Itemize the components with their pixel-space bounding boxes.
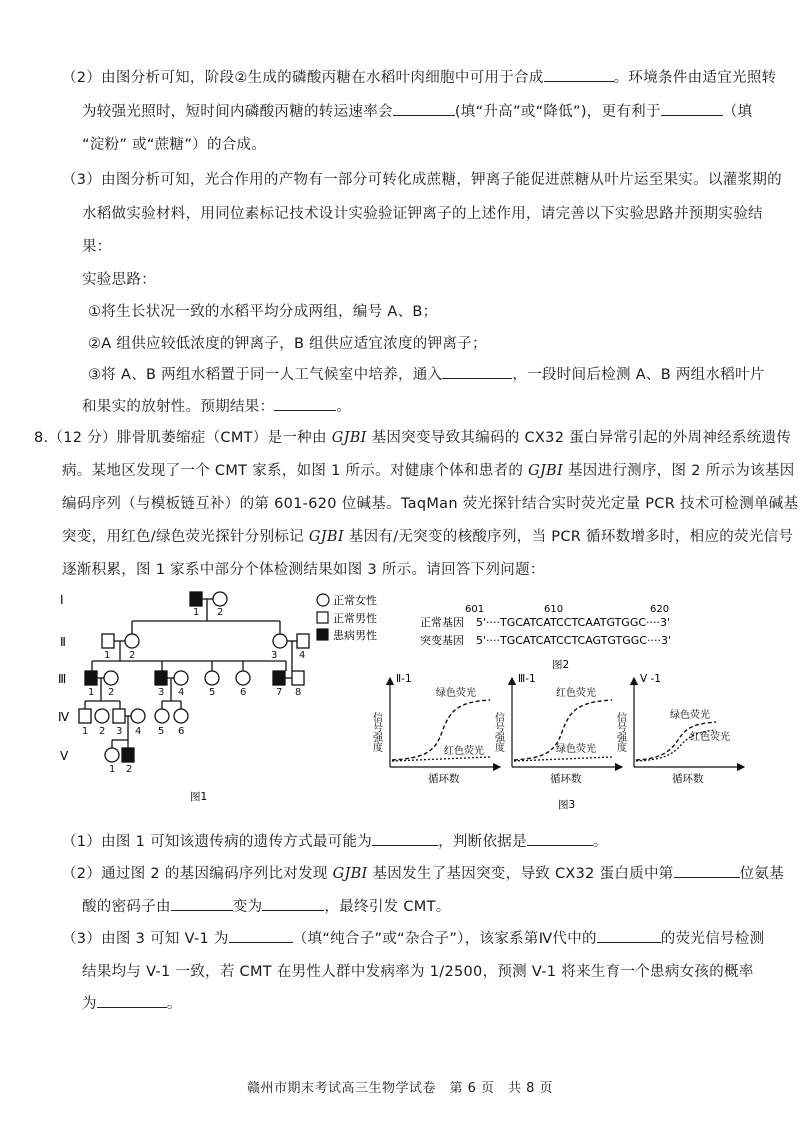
q8-sub1: （1）由图 1 可知该遗传病的遗传方式最可能为 ，判断依据是 。 [62, 830, 608, 851]
q7-part3-line2: 水稻做实验材料，用同位素标记技术设计实验验证钾离子的上述作用，请完善以下实验思路并预期实验结 [82, 206, 763, 222]
svg-text:6: 6 [240, 687, 247, 698]
curve-label: 红色荧光 [444, 746, 484, 757]
q8-sub3-line3: 为 。 [82, 992, 182, 1013]
svg-text:2: 2 [126, 764, 133, 775]
experiment-step-2: ②A 组供应较低浓度的钾离子，B 组供应适宜浓度的钾离子； [88, 336, 487, 352]
svg-text:5: 5 [209, 687, 216, 698]
svg-text:1: 1 [82, 726, 89, 737]
q8-sub3-line2: 结果均与 V-1 一致，若 CMT 在男性人群中发病率为 1/2500，预测 V-1 将来生育一个患病女孩的概率 [82, 964, 754, 980]
svg-text:3: 3 [116, 726, 123, 737]
female-symbol [95, 709, 109, 723]
mutant-gene-label: 突变基因 [420, 634, 464, 647]
svg-text:2: 2 [129, 650, 136, 661]
affected-male-symbol [122, 748, 134, 762]
q8-line3: 编码序列（与模板链互补）的第 601-620 位碱基。TaqMan 荧光探针结合实时荧光定量 PCR 技术可检测单碱基 [62, 496, 799, 512]
x-axis-label: 循环数 [672, 773, 704, 785]
female-symbol [236, 671, 250, 685]
q7-part3-line1: （3）由图分析可知，光合作用的产物有一部分可转化成蔗糖，钾离子能促进蔗糖从叶片运至果实。以灌浆期的 [62, 172, 782, 188]
male-symbol [79, 709, 91, 723]
panel-title: Ⅲ-1 [518, 673, 536, 685]
figure-1-caption: 图1 [190, 791, 208, 803]
svg-text:1: 1 [104, 650, 111, 661]
svg-text:4: 4 [299, 650, 306, 661]
svg-text:1: 1 [109, 764, 116, 775]
answer-blank[interactable] [527, 831, 593, 846]
svg-text:2: 2 [108, 687, 115, 698]
panel-title: V -1 [640, 673, 661, 685]
x-axis-label: 循环数 [550, 773, 582, 785]
base-position-label: 620 [650, 604, 670, 615]
figure-3-caption: 图3 [558, 799, 576, 811]
affected-male-symbol [155, 671, 167, 685]
female-symbol [213, 592, 227, 606]
q8-sub2-line2: 酸的密码子由 变为 ，最终引发 CMT。 [82, 895, 451, 916]
svg-text:5: 5 [158, 726, 165, 737]
female-symbol [104, 671, 118, 685]
answer-blank[interactable] [171, 896, 233, 911]
svg-text:2: 2 [99, 726, 106, 737]
curve-label: 绿色荧光 [556, 744, 596, 755]
q8-line5: 逐渐积累，图 1 家系中部分个体检测结果如图 3 所示。请回答下列问题： [62, 562, 545, 578]
q8-line4: 突变，用红色/绿色荧光探针分别标记 GJBI 基因有/无突变的核酸序列，当 PCR 循环数增多时，相应的荧光信号 [62, 529, 794, 545]
female-symbol [273, 634, 287, 648]
svg-text:3: 3 [271, 650, 278, 661]
fluorescence-figure [370, 672, 760, 812]
answer-blank[interactable] [442, 364, 512, 379]
experiment-step-3: ③将 A、B 两组水稻置于同一人工气候室中培养，通入 ，一段时间后检测 A、B 两组水稻叶片 [88, 363, 765, 384]
curve-label: 红色荧光 [556, 688, 596, 699]
female-symbol [317, 594, 329, 606]
male-symbol [102, 634, 114, 648]
y-axis-label: 信号强度 [492, 712, 504, 752]
female-symbol [131, 709, 145, 723]
q7-part2-line1: （2）由图分析可知，阶段②生成的磷酸丙糖在水稻叶肉细胞中可用于合成 。环境条件由适宜光照转 [62, 66, 776, 87]
svg-text:正常男性: 正常男性 [333, 612, 377, 625]
svg-text:1: 1 [193, 607, 200, 618]
normal-gene-label: 正常基因 [420, 616, 464, 629]
q7-part3-line3: 果： [82, 239, 112, 255]
male-symbol [292, 671, 304, 685]
x-axis-label: 循环数 [428, 773, 460, 785]
svg-text:2: 2 [217, 607, 224, 618]
svg-text:4: 4 [178, 687, 185, 698]
q7-part2-line3: “淀粉” 或“蔗糖”）的合成。 [82, 137, 267, 153]
panel-title: Ⅱ-1 [396, 673, 412, 685]
male-symbol [113, 709, 125, 723]
base-position-label: 601 [465, 604, 485, 615]
q8-sub3-line1: （3）由图 3 可知 V-1 为 （填“纯合子”或“杂合子”），该家系第Ⅳ代中的 的荧光信号检测 [62, 927, 764, 948]
svg-text:6: 6 [178, 726, 185, 737]
generation-label: Ⅱ [60, 635, 66, 649]
answer-blank[interactable] [544, 67, 614, 82]
q8-sub2-line1: （2）通过图 2 的基因编码序列比对发现 GJBI 基因发生了基因突变，导致 CX32 蛋白质中第 位氨基 [62, 862, 784, 883]
answer-blank[interactable] [674, 863, 740, 878]
generation-label: Ⅲ [58, 672, 67, 686]
svg-text:4: 4 [135, 726, 142, 737]
q8-line1: 8.（12 分）腓骨肌萎缩症（CMT）是一种由 GJBI 基因突变导致其编码的 CX32 蛋白异常引起的外周神经系统遗传 [34, 430, 792, 446]
experiment-step-1: ①将生长状况一致的水稻平均分成两组，编号 A、B； [88, 304, 438, 320]
female-symbol [205, 671, 219, 685]
generation-label: Ⅰ [60, 593, 64, 607]
figure-2-caption: 图2 [552, 659, 570, 671]
svg-text:7: 7 [276, 687, 283, 698]
female-symbol [125, 634, 139, 648]
pedigree-legend [317, 593, 377, 642]
generation-label: Ⅳ [58, 710, 70, 724]
y-axis-label: 信号强度 [614, 712, 626, 752]
answer-blank[interactable] [274, 396, 336, 411]
q7-part2-line2: 为较强光照时，短时间内磷酸丙糖的转运速率会 (填“升高”或“降低”)，更有利于 （填 [82, 100, 752, 121]
fluorescence-panel-III-1 [493, 673, 623, 785]
affected-male-symbol [273, 671, 285, 685]
normal-gene-sequence: 5'····TGCATCATCCTCAATGTGGC····3' [476, 616, 671, 629]
sequence-figure [420, 600, 790, 672]
svg-text:正常女性: 正常女性 [333, 594, 377, 607]
curve-label: 绿色荧光 [436, 688, 476, 699]
page-footer: 赣州市期末考试高三生物学试卷 第 6 页 共 8 页 [246, 1081, 554, 1096]
affected-male-symbol [317, 629, 328, 640]
curve-label: 红色荧光 [690, 732, 730, 743]
male-symbol [317, 612, 328, 623]
q8-line2: 病。某地区发现了一个 CMT 家系，如图 1 所示。对健康个体和患者的 GJBI 基因进行测序，图 2 所示为该基因 [62, 463, 795, 479]
answer-blank[interactable] [393, 101, 455, 116]
svg-text:8: 8 [295, 687, 302, 698]
female-symbol [105, 748, 119, 762]
generation-label: Ⅴ [60, 749, 69, 763]
curve-label: 绿色荧光 [670, 710, 710, 721]
answer-blank[interactable] [229, 928, 293, 943]
mutant-gene-sequence: 5'····TGCATCATCCTCAGTGTGGC····3' [476, 634, 671, 647]
answer-blank[interactable] [661, 101, 723, 116]
svg-text:3: 3 [158, 687, 165, 698]
pedigree-figure [40, 588, 420, 813]
svg-text:1: 1 [88, 687, 95, 698]
base-position-label: 610 [544, 604, 564, 615]
answer-blank[interactable] [262, 896, 324, 911]
svg-text:患病男性: 患病男性 [333, 629, 377, 642]
experiment-step-4: 和果实的放射性。预期结果： 。 [82, 395, 351, 416]
female-symbol [174, 671, 188, 685]
answer-blank[interactable] [597, 928, 661, 943]
fluorescence-panel-II-1 [371, 673, 501, 785]
affected-male-symbol [85, 671, 97, 685]
male-symbol [297, 634, 309, 648]
female-symbol [174, 709, 188, 723]
experiment-idea-title: 实验思路： [82, 272, 156, 288]
fluorescence-panel-V-1 [615, 673, 745, 785]
answer-blank[interactable] [372, 831, 438, 846]
y-axis-label: 信号强度 [370, 712, 382, 752]
female-symbol [155, 709, 169, 723]
answer-blank[interactable] [97, 993, 167, 1008]
affected-male-symbol [190, 592, 202, 606]
